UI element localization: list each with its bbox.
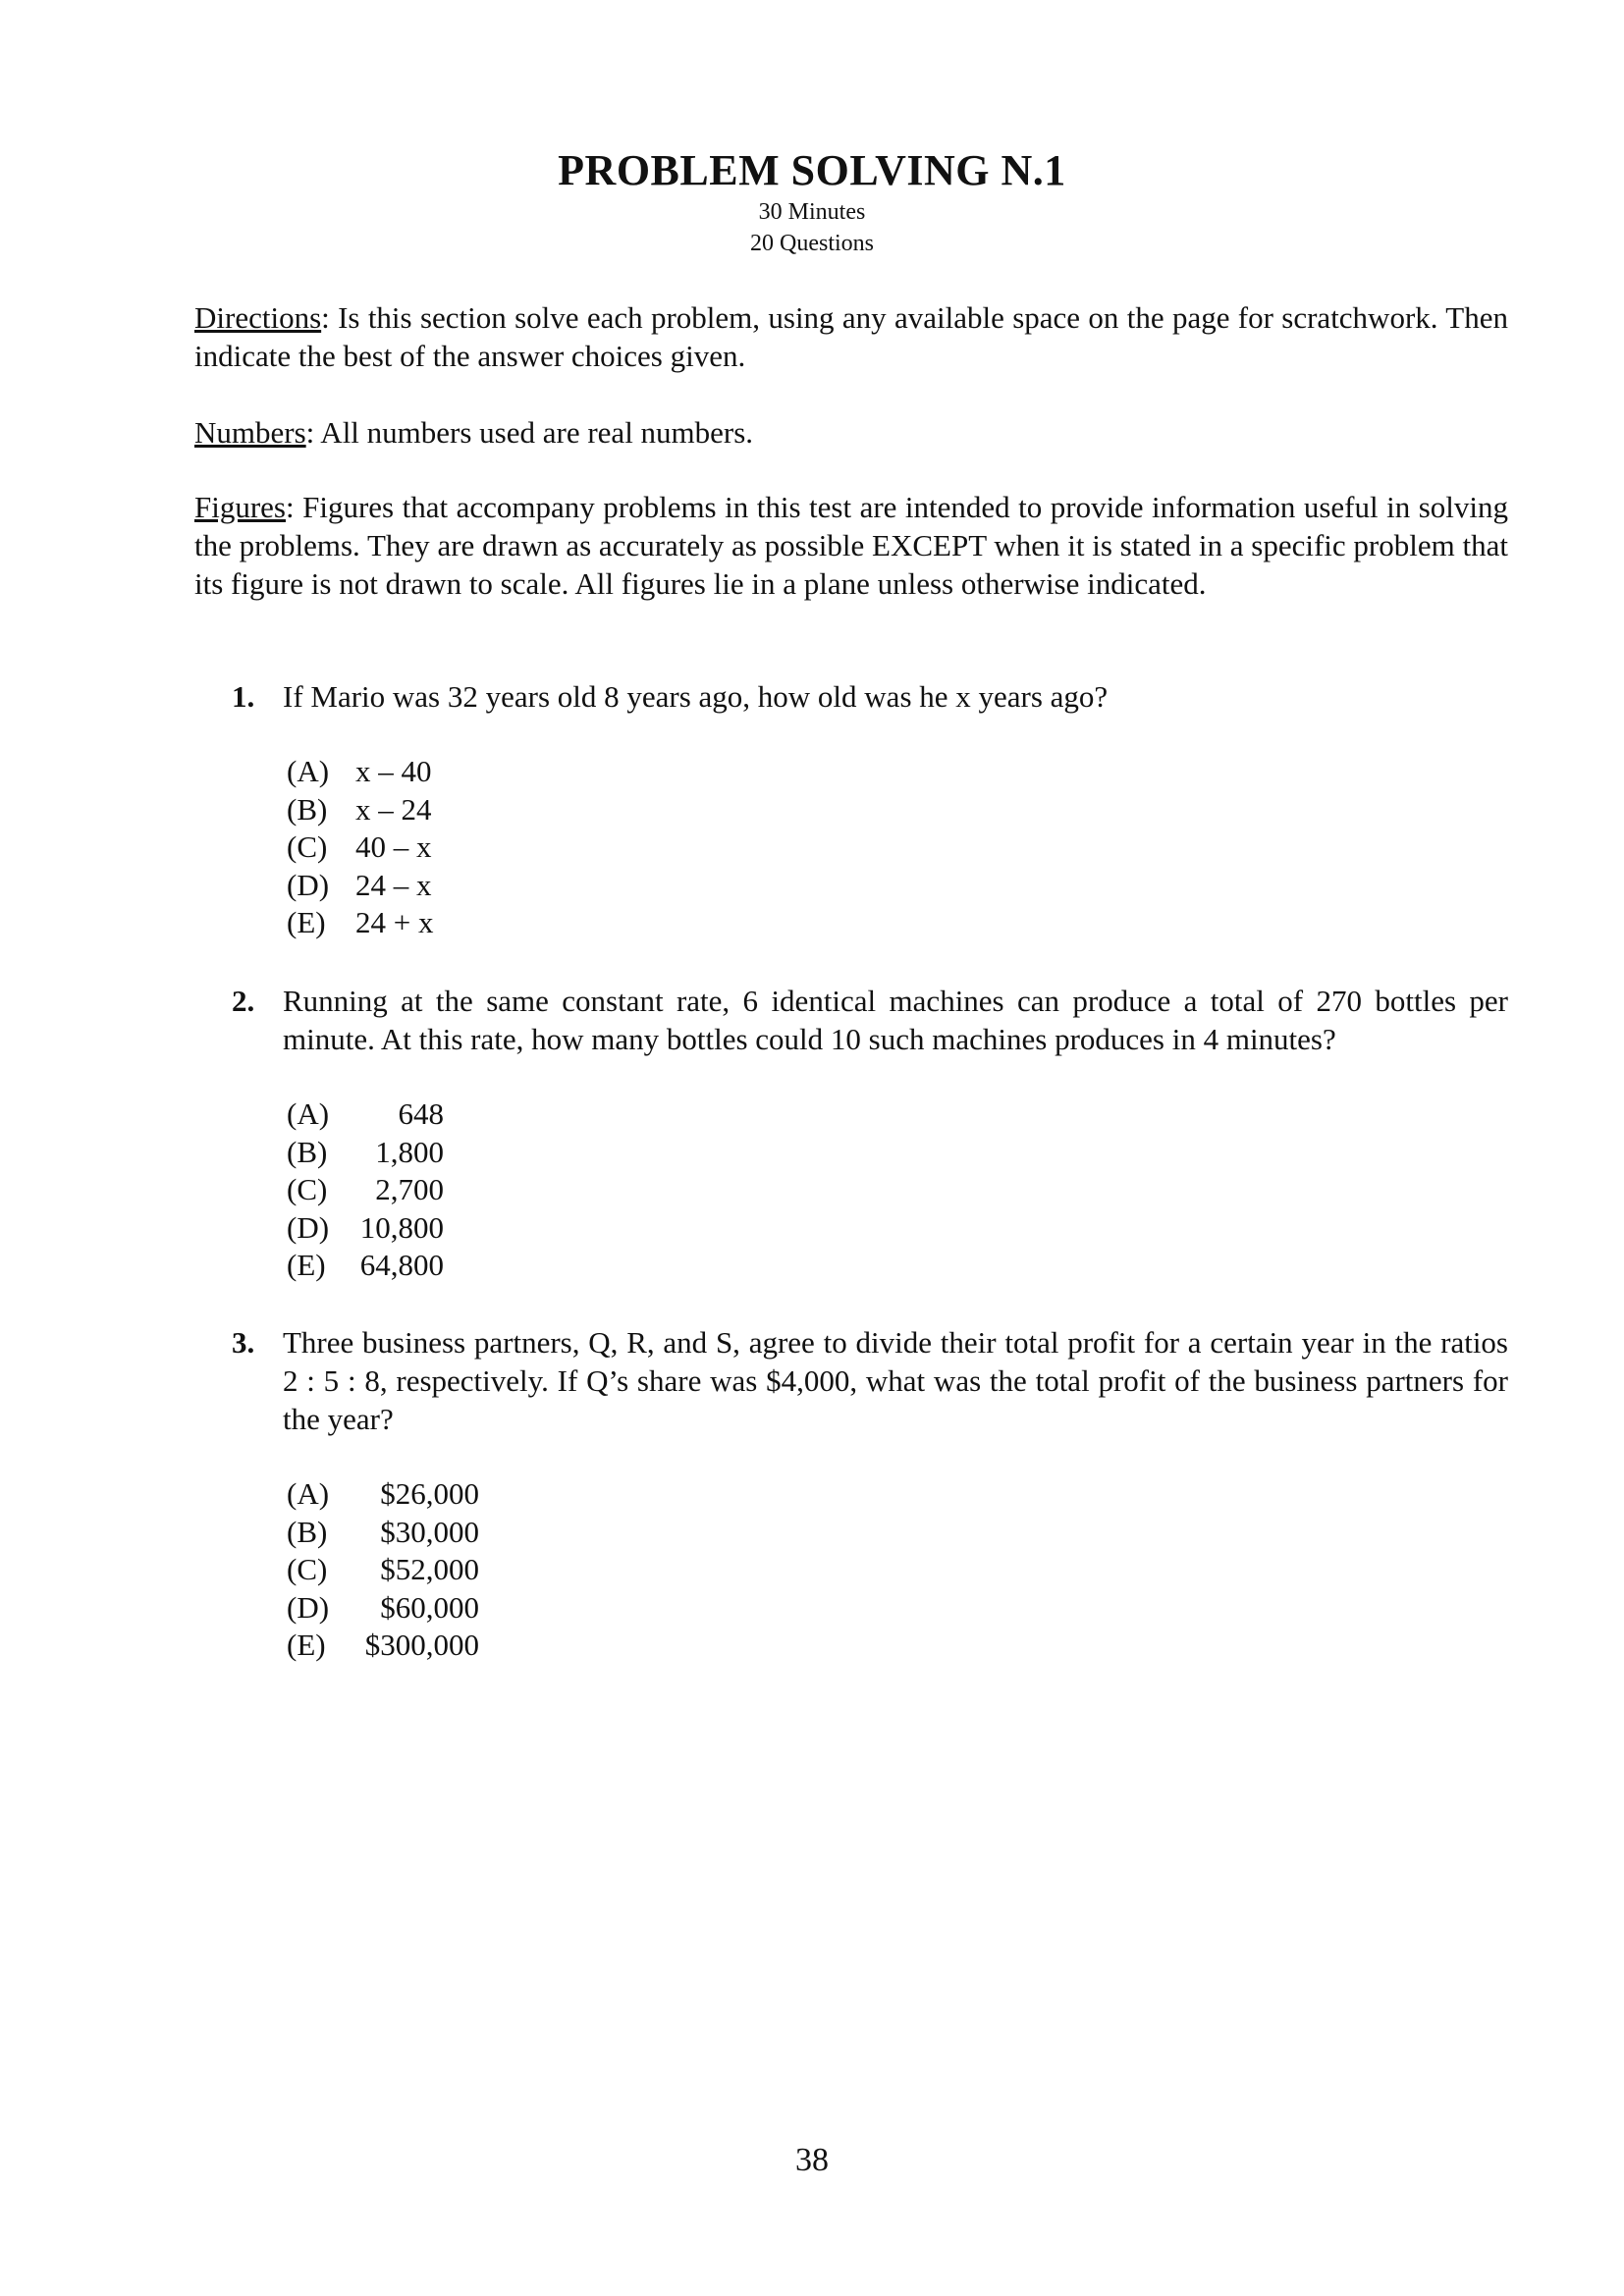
answer-choice-c[interactable]: (C) $52,000 <box>287 1552 479 1586</box>
answer-choice-e[interactable]: (E) 64,800 <box>287 1248 444 1282</box>
numbers-label: Numbers <box>194 415 306 450</box>
answer-choice-e[interactable]: (E) 24 + x <box>287 905 434 939</box>
answer-choice-a[interactable]: (A) $26,000 <box>287 1476 479 1511</box>
directions-label: Directions <box>194 300 322 335</box>
directions-paragraph <box>194 298 1508 375</box>
answer-choices <box>287 753 1508 942</box>
answer-choice-e[interactable]: (E) $300,000 <box>287 1628 479 1662</box>
figures-label: Figures <box>194 490 286 524</box>
question-number: 1. <box>232 679 255 714</box>
answer-choice-b[interactable]: (B) 1,800 <box>287 1134 444 1169</box>
question-text: Three business partners, Q, R, and S, agree to divide their total profit for a certain year in the ratios 2 : 5 : 8, respectively. If Q’s share was $4,000, what was the total profit of the business partners for the year? <box>283 1325 1508 1436</box>
answer-choice-d[interactable]: (D) 24 – x <box>287 867 432 902</box>
question-1 <box>232 677 1508 942</box>
figures-text: : Figures that accompany problems in this test are intended to provide information useful in solving the problems. They are drawn as accurately as possible EXCEPT when it is stated in a specific problem that its figure is not drawn to scale. All figures lie in a plane unless otherwise indicated. <box>194 490 1508 601</box>
answer-choice-c[interactable]: (C) 2,700 <box>287 1172 444 1206</box>
answer-choices <box>287 1095 1508 1285</box>
directions-text: : Is this section solve each problem, using any available space on the page for scratchwork. Then indicate the best of the answer choices given. <box>194 300 1508 373</box>
question-2 <box>232 982 1508 1285</box>
answer-choices <box>287 1475 1508 1665</box>
numbers-paragraph <box>194 413 1508 452</box>
time-limit: 30 Minutes <box>758 199 866 225</box>
answer-choice-a[interactable]: (A) 648 <box>287 1096 444 1131</box>
question-number: 2. <box>232 984 255 1018</box>
question-3 <box>232 1323 1508 1665</box>
answer-choice-d[interactable]: (D) 10,800 <box>287 1209 444 1245</box>
page-title: PROBLEM SOLVING N.1 <box>558 146 1066 194</box>
question-text: Running at the same constant rate, 6 identical machines can produce a total of 270 bottles per minute. At this rate, how many bottles could 10 such machines produces in 4 minutes? <box>283 984 1508 1056</box>
question-number: 3. <box>232 1325 255 1360</box>
answer-choice-a[interactable]: (A) x – 40 <box>287 754 432 788</box>
answer-choice-d[interactable]: (D) $60,000 <box>287 1589 479 1625</box>
question-text: If Mario was 32 years old 8 years ago, how old was he x years ago? <box>283 679 1109 714</box>
question-count: 20 Questions <box>750 231 874 256</box>
answer-choice-b[interactable]: (B) x – 24 <box>287 791 432 827</box>
answer-choice-c[interactable]: (C) 40 – x <box>287 829 432 864</box>
section-header <box>0 145 1624 259</box>
figures-paragraph <box>194 488 1508 603</box>
answer-choice-b[interactable]: (B) $30,000 <box>287 1514 479 1549</box>
numbers-text: : All numbers used are real numbers. <box>305 415 754 450</box>
page-number: 38 <box>795 2142 829 2178</box>
